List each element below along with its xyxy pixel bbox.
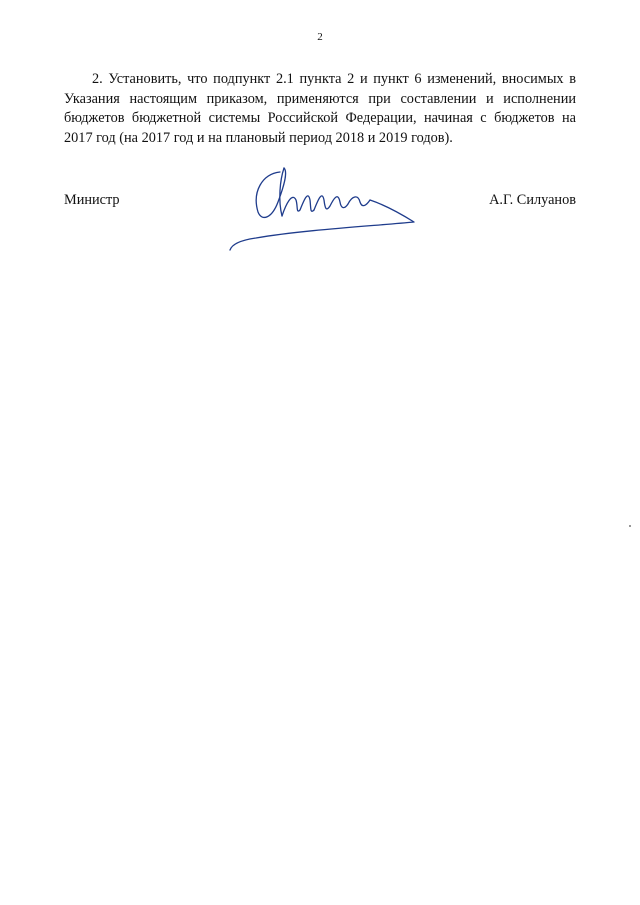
signer-position: Министр <box>64 192 120 208</box>
handwritten-signature <box>222 160 422 260</box>
scan-speck <box>629 525 631 527</box>
body-paragraph: 2. Установить, что подпункт 2.1 пункта 2 и пункт 6 изменений, вносимых в Указания настоящим приказом, применяются при составлении и исполнении бюджетов бюджетной системы Российской Федерации, начиная с бюджетов на 2017 год (на 2017 год и на плановый период 2018 и 2019 годов). <box>64 71 576 146</box>
page-number: 2 <box>317 31 323 43</box>
signer-name: А.Г. Силуанов <box>489 192 576 208</box>
